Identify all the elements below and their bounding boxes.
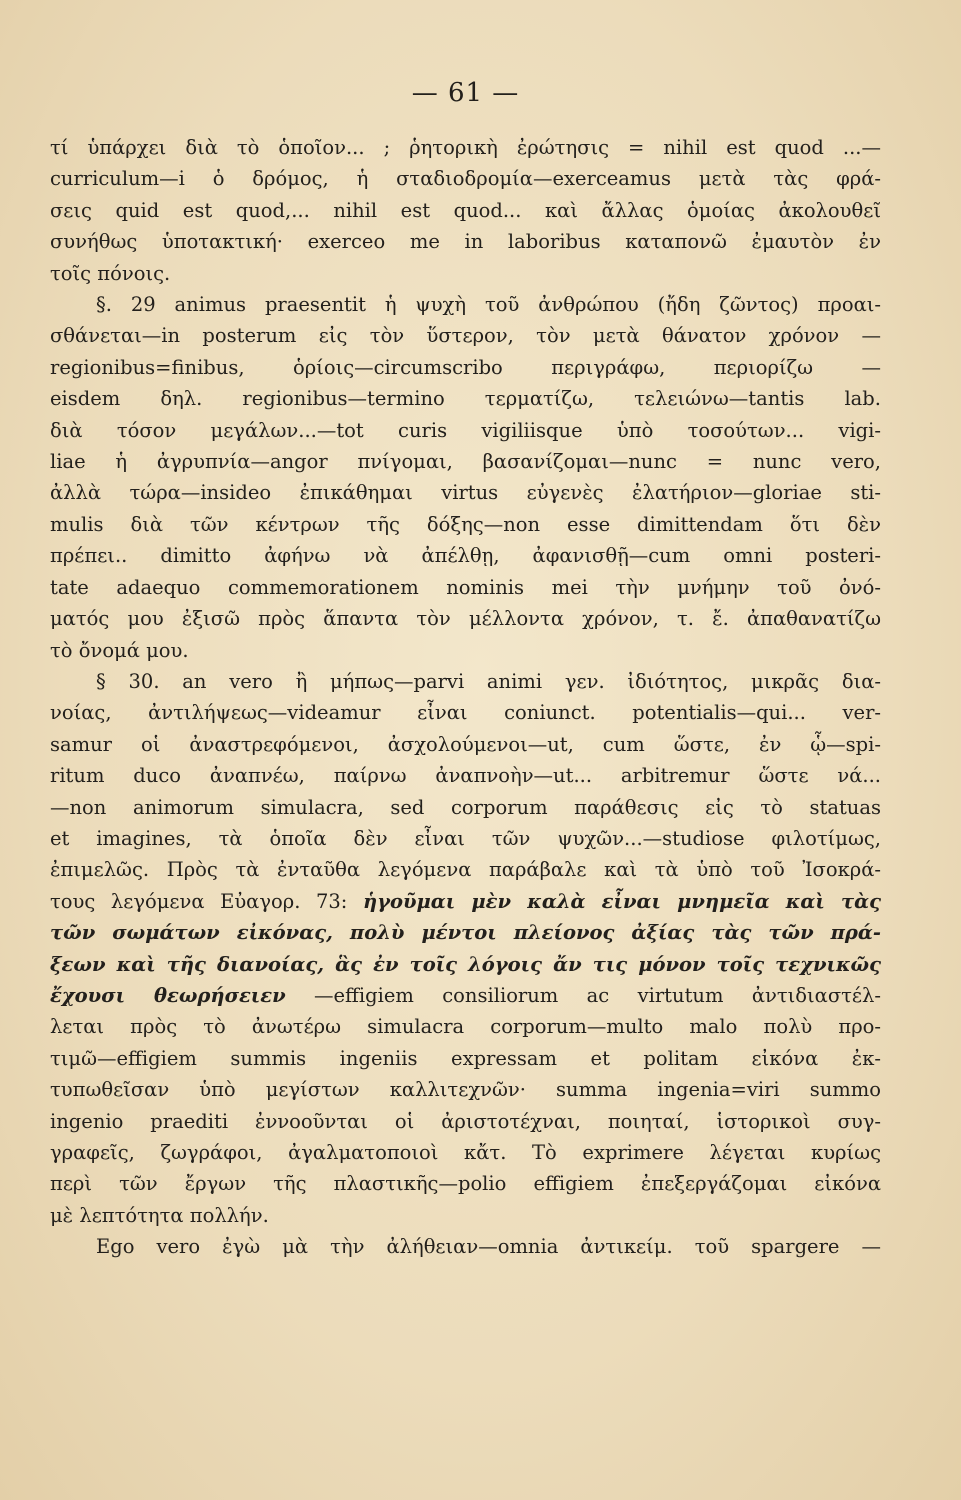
text-line: regionibus=finibus, ὁρίοις—circumscribo περιγράφω, περιορίζω — (50, 355, 881, 379)
text-line: τὸ ὄνομά μου. (50, 638, 189, 662)
text-line: mulis διὰ τῶν κέντρων τῆς δόξης—non esse dimittendam ὅτι δὲν (50, 512, 881, 536)
text-line: samur οἱ ἀναστρεφόμενοι, ἀσχολούμενοι—ut, cum ὥστε, ἐν ᾧ—spi- (50, 732, 881, 756)
text-line: §. 29 animus praesentit ἡ ψυχὴ τοῦ ἀνθρώπου (ἤδη ζῶντος) προαι- (96, 293, 881, 317)
text-fragment: —effigiem consiliorum ac virtutum ἀντιδιαστέλ- (314, 983, 881, 1007)
text-line: γραφεῖς, ζωγράφοι, ἀγαλματοποιοὶ κἄτ. Τὸ exprimere λέγεται κυρίως (50, 1141, 881, 1164)
page-number: — 61 — (411, 78, 520, 108)
text-line: et imagines, τὰ ὁποῖα δὲν εἶναι τῶν ψυχῶν...—studiose φιλοτίμως, (50, 826, 881, 850)
text-line: νοίας, ἀντιλήψεως—videamur εἶναι coniunct. potentialis—qui... ver- (50, 701, 881, 725)
text-line: eisdem δηλ. regionibus—termino τερματίζω, τελειώνω—tantis lab. (50, 387, 881, 411)
text-line: curriculum—i ὁ δρόμος, ἡ σταδιοδρομία—exerceamus μετὰ τὰς φρά- (50, 167, 881, 191)
paragraph-section-30 (50, 666, 881, 1231)
text-line: πρέπει.. dimitto ἀφήνω νὰ ἀπέλθῃ, ἀφανισθῇ—cum omni posteri- (50, 544, 881, 568)
text-line: Ego vero ἐγὼ μὰ τὴν ἀλήθειαν—omnia ἀντικείμ. τοῦ spargere — (96, 1235, 881, 1259)
text-line: τιμῶ—effigiem summis ingeniis expressam et politam εἰκόνα ἐκ- (50, 1046, 881, 1070)
text-fragment: τους λεγόμενα Εὐαγορ. 73: (50, 889, 348, 913)
text-line: ritum duco ἀναπνέω, παίρνω ἀναπνοὴν—ut... arbitremur ὥστε νά... (50, 764, 881, 788)
text-line: συνήθως ὑποτακτική· exerceo me in laboribus καταπονῶ ἐμαυτὸν ἐν (50, 230, 881, 254)
text-line: τί ὑπάρχει διὰ τὸ ὁποῖον... ; ῥητορικὴ ἐρώτησις = nihil est quod ...— (50, 136, 881, 159)
text-line: tate adaequo commemorationem nominis mei τὴν μνήμην τοῦ ὀνό- (50, 575, 881, 599)
text-line: σθάνεται—in posterum εἰς τὸν ὕστερον, τὸν μετὰ θάνατον χρόνον — (50, 324, 881, 348)
text-line: περὶ τῶν ἔργων τῆς πλαστικῆς—polio effigiem ἐπεξεργάζομαι εἰκόνα (50, 1172, 881, 1196)
text-line-with-quote (50, 980, 881, 1011)
isocrates-quote: ἡγοῦμαι μὲν καλὰ εἶναι μνημεῖα καὶ τὰς (362, 889, 881, 913)
isocrates-quote: ἔχουσι θεωρήσειεν (50, 983, 286, 1007)
text-line: ἀλλὰ τώρα—insideo ἐπικάθημαι virtus εὐγενὲς ἐλατήριον—gloriae sti- (50, 481, 881, 505)
text-line: λεται πρὸς τὸ ἀνωτέρω simulacra corporum—multo malo πολὺ προ- (50, 1015, 881, 1039)
text-line: ἐπιμελῶς. Πρὸς τὰ ἐνταῦθα λεγόμενα παράβαλε καὶ τὰ ὑπὸ τοῦ Ἰσοκρά- (50, 858, 881, 882)
isocrates-quote-line: ξεων καὶ τῆς διανοίας, ἃς ἐν τοῖς λόγοις ἄν τις μόνον τοῖς τεχνικῶς (50, 952, 881, 976)
text-line: ingenio praediti ἐννοοῦνται οἱ ἀριστοτέχναι, ποιηταί, ἱστορικοὶ συγ- (50, 1109, 881, 1133)
isocrates-quote-line: τῶν σωμάτων εἰκόνας, πολὺ μέντοι πλείονος ἀξίας τὰς τῶν πρά- (50, 921, 881, 945)
paragraph-ego-vero (50, 1231, 881, 1262)
text-line: σεις quid est quod,... nihil est quod... καὶ ἄλλας ὁμοίας ἀκολουθεῖ (50, 198, 881, 222)
text-line: τοῖς πόνοις. (50, 261, 171, 285)
text-line-with-quote (50, 886, 881, 917)
text-line: § 30. an vero ἢ μήπως—parvi animi γεν. ἰδιότητος, μικρᾶς δια- (96, 669, 881, 693)
text-line: ματός μου ἐξισῶ πρὸς ἅπαντα τὸν μέλλοντα χρόνον, τ. ἔ. ἀπαθανατίζω (50, 607, 881, 631)
text-line: τυπωθεῖσαν ὑπὸ μεγίστων καλλιτεχνῶν· summa ingenia=viri summo (50, 1078, 881, 1102)
text-line: διὰ τόσον μεγάλων...—tot curis vigiliisque ὑπὸ τοσούτων... vigi- (50, 418, 881, 442)
paragraph-1 (50, 132, 881, 289)
paragraph-section-29 (50, 289, 881, 666)
text-line: —non animorum simulacra, sed corporum παράθεσις εἰς τὸ statuas (50, 795, 881, 819)
text-line: liae ἡ ἀγρυπνία—angor πνίγομαι, βασανίζομαι—nunc = nunc vero, (50, 450, 881, 474)
text-line: μὲ λεπτότητα πολλήν. (50, 1203, 269, 1227)
